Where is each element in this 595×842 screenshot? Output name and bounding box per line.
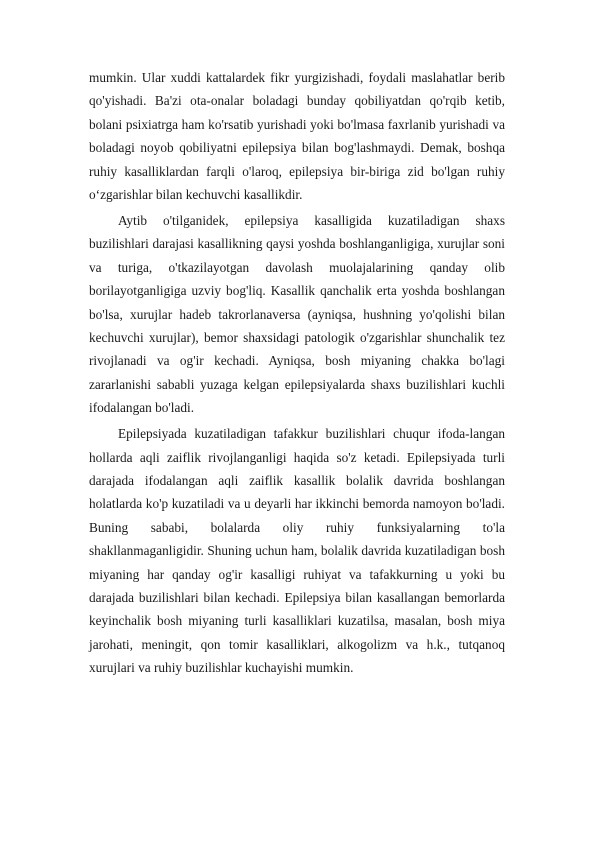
paragraph-3: Epilepsiyada kuzatiladigan tafakkur buzilishlari chuqur ifoda-langan hollarda aqli zaiflik rivojlanganligi haqida so'z ketadi. Epilepsiyada turli darajada ifodalangan aqli zaiflik kasallik bolalik davrida boshlangan holatlarda ko'p kuzatiladi va u deyarli har ikkinchi bemorda namoyon bo'ladi. Buning sababi, bolalarda oliy ruhiy funksiyalarning to'la shakllanmaganligidir. Shuning uchun ham, bolalik davrida kuzatiladigan bosh miyaning har qanday og'ir kasalligi ruhiyat va tafakkurning u yoki bu darajada buzilishlari bilan kechadi. Epilepsiya bilan kasallangan bemorlarda keyinchalik bosh miyaning turli kasalliklari kuzatilsa, masalan, bosh miya jarohati, meningit, qon tomir kasalliklari, alkogolizm va h.k., tutqanoq xurujlari va ruhiy buzilishlar kuchayishi mumkin.	[89, 426, 505, 676]
paragraph-2: Aytib o'tilganidek, epilepsiya kasalligida kuzatiladigan shaxs buzilishlari darajasi kasallikning qaysi yoshda boshlanganligiga, xurujlar soni va turiga, o'tkazilayotgan davolash muolajalarining qanday olib borilayotganligiga uzviy bog'liq. Kasallik qanchalik erta yoshda boshlangan bo'lsa, xurujlar hadeb takrorlanaversa (ayniqsa, hushning yo'qolishi bilan kechuvchi xurujlar), bemor shaxsidagi patologik o'zgarishlar shunchalik tez rivojlanadi va og'ir kechadi. Ayniqsa, bosh miyaning chakka bo'lagi zararlanishi sababli yuzaga kelgan epilepsiyalarda shaxs buzilishlari kuchli ifodalangan bo'ladi.	[89, 212, 505, 416]
paragraph-1: mumkin. Ular xuddi kattalardek fikr yurgizishadi, foydali maslahatlar berib qo'yishadi. Ba'zi ota-onalar boladagi bunday qobiliyatdan qo'rqib ketib, bolani psixiatrga ham ko'rsatib yurishadi yoki bo'lmasa faxrlanib yurishadi va boladagi noyob qobiliyatni epilepsiya bilan bog'lashmaydi. Demak, boshqa ruhiy kasalliklardan farqli o'laroq, epilepsiya bir-biriga zid bo'lgan ruhiy o‘zgarishlar bilan kechuvchi kasallikdir.	[89, 70, 505, 203]
document-body	[89, 66, 505, 682]
